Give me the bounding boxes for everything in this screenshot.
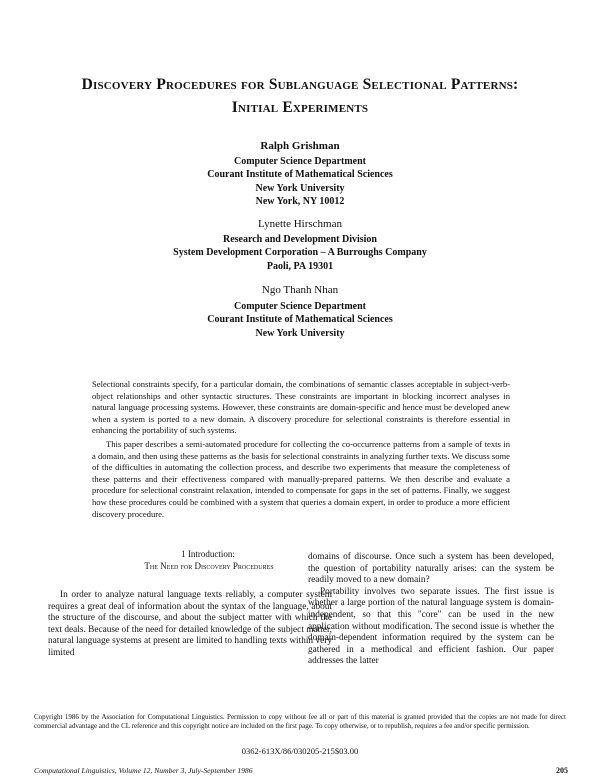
affiliation-line: New York University <box>255 327 345 339</box>
copyright-footnote: Copyright 1986 by the Association for Computational Linguistics. Permission to copy without fee all or part of this material is granted provided that the copies are not made for direct commercial advantage and the CL reference and this copyright notice are included on the first page. To copy otherwise, or to republish, requires a fee and/or specific permission. <box>34 713 566 731</box>
body-column-right <box>308 552 554 668</box>
author-affiliation <box>0 233 600 273</box>
paper-title-line-1: Discovery Procedures for Sublanguage Selectional Patterns: <box>81 76 519 93</box>
author-affiliation <box>0 300 600 340</box>
author-name: Ngo Thanh Nhan <box>261 284 339 296</box>
affiliation-line: Research and Development Division <box>223 234 377 245</box>
affiliation-line: System Development Corporation – A Burroughs Company <box>173 247 427 259</box>
affiliation-line: Courant Institute of Mathematical Sciences <box>207 314 393 326</box>
body-column-left <box>48 590 332 660</box>
affiliation-line: Paoli, PA 19301 <box>266 260 334 272</box>
body-paragraph: domains of discourse. Once such a system has been developed, the question of portability naturally arises: can the system be readily moved to a new domain? <box>308 552 554 586</box>
paper-title-line-2: Initial Experiments <box>231 99 369 116</box>
body-paragraph: In order to analyze natural language texts reliably, a computer system requires a great deal of information about the syntax of the language, about the structure of the discourse, and about the subject matter with which the text deals. Because of the need for detailed knowledge of the subject matter, natural language systems at present are limited to handling texts within very limited <box>48 590 332 658</box>
affiliation-line: Computer Science Department <box>233 301 366 312</box>
abstract <box>92 379 510 520</box>
affiliation-line: Computer Science Department <box>233 156 366 167</box>
author-affiliation <box>0 155 600 209</box>
author-name: Ralph Grishman <box>260 140 340 152</box>
affiliation-line: Courant Institute of Mathematical Sciences <box>207 169 393 181</box>
body-paragraph: Portability involves two separate issues. The first issue is whether a large portion of the natural language system is domain-independent, so that this "core" can be used in the new application without modification. The second issue is whether the domain-dependent information required by the system can be gathered in a methodical and efficient fashion. Our paper addresses the latter <box>308 586 554 667</box>
affiliation-line: New York, NY 10012 <box>255 196 345 208</box>
journal-citation: Computational Linguistics, Volume 12, Number 3, July-September 1986 <box>34 766 253 775</box>
abstract-paragraph: Selectional constraints specify, for a particular domain, the combinations of semantic classes acceptable in subject-verb-object relationships and other syntactic structures. These constraints are important in blocking incorrect analyses in natural language processing systems. However, these constraints are domain-specific and hence must be developed anew when a system is ported to a new domain. A discovery procedure for selectional constraints is therefore essential in enhancing the portability of such systems. <box>92 379 510 436</box>
affiliation-line: New York University <box>255 182 345 194</box>
publication-code: 0362-613X/86/030205-215$03.00 <box>241 746 359 756</box>
abstract-paragraph: This paper describes a semi-automated procedure for collecting the co-occurrence patterns from a sample of texts in a domain, and then using these patterns as the basis for selectional constraints in analyzing further texts. We discuss some of the difficulties in automating the collection process, and describe two experiments that measure the completeness of these patterns and their effectiveness compared with manually-prepared patterns. We then describe and evaluate a procedure for selectional constraint relaxation, intended to compensate for gaps in the set of patterns. Finally, we suggest how these procedures could be combined with a system that queries a domain expert, in order to produce a more efficient discovery procedure. <box>92 438 510 519</box>
section-number: 1 Introduction: <box>181 549 235 559</box>
author-name: Lynette Hirschman <box>257 218 342 230</box>
page-number: 205 <box>556 766 568 775</box>
section-title: The Need for Discovery Procedures <box>144 561 274 571</box>
